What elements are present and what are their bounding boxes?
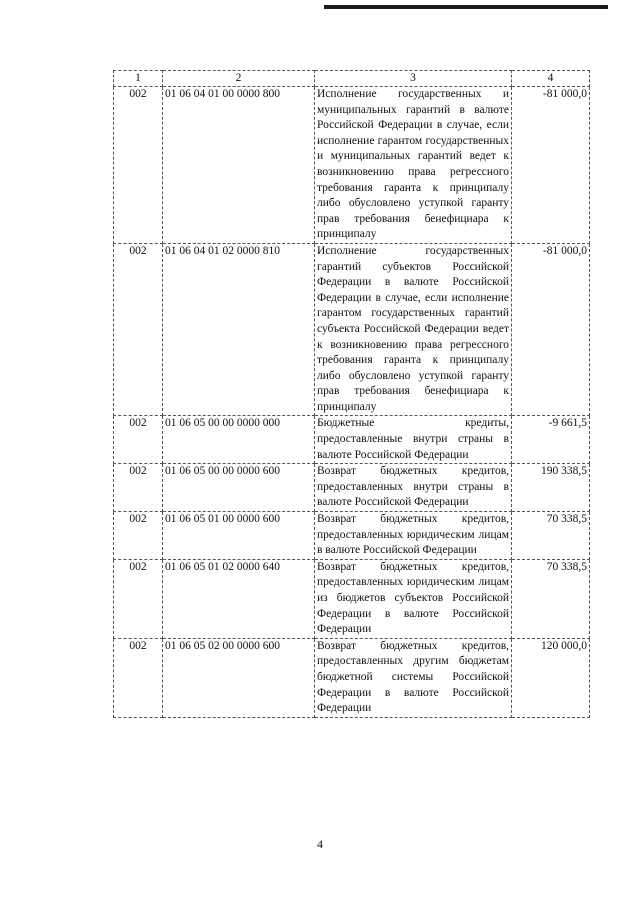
column-number-3: 3 (315, 71, 512, 87)
header-rule (324, 5, 608, 9)
table-row (114, 416, 590, 464)
amount-cell: 70 338,5 (512, 559, 590, 638)
budget-table (113, 70, 590, 718)
table-row (114, 512, 590, 560)
admin-code-cell: 002 (114, 243, 163, 416)
table-row (114, 87, 590, 244)
budget-code-cell: 01 06 04 01 02 0000 810 (163, 243, 315, 416)
admin-code-cell: 002 (114, 464, 163, 512)
budget-code-cell: 01 06 05 00 00 0000 600 (163, 464, 315, 512)
table-row (114, 638, 590, 717)
table-row (114, 559, 590, 638)
budget-code-cell: 01 06 05 01 02 0000 640 (163, 559, 315, 638)
budget-code-cell: 01 06 05 02 00 0000 600 (163, 638, 315, 717)
description-cell: Возврат бюджетных кредитов, предоставленных юридическим лицам из бюджетов субъектов Российской Федерации в валюте Российской Федерации (315, 559, 512, 638)
amount-cell: -9 661,5 (512, 416, 590, 464)
table-row (114, 464, 590, 512)
admin-code-cell: 002 (114, 512, 163, 560)
description-cell: Возврат бюджетных кредитов, предоставленных внутри страны в валюте Российской Федерации (315, 464, 512, 512)
description-cell: Возврат бюджетных кредитов, предоставленных другим бюджетам бюджетной системы Российской Федерации в валюте Российской Федерации (315, 638, 512, 717)
budget-code-cell: 01 06 05 01 00 0000 600 (163, 512, 315, 560)
column-number-1: 1 (114, 71, 163, 87)
admin-code-cell: 002 (114, 638, 163, 717)
budget-code-cell: 01 06 05 00 00 0000 000 (163, 416, 315, 464)
description-cell: Исполнение государственных гарантий субъектов Российской Федерации в валюте Российской Федерации в случае, если исполнение гарантом государственных гарантий субъекта Российской Федерации ведет к возникновению права регрессного требования гаранта к принципалу либо обусловлено уступкой гаранту прав требования бенефициара к принципалу (315, 243, 512, 416)
admin-code-cell: 002 (114, 87, 163, 244)
description-cell: Возврат бюджетных кредитов, предоставленных юридическим лицам в валюте Российской Федерации (315, 512, 512, 560)
admin-code-cell: 002 (114, 559, 163, 638)
admin-code-cell: 002 (114, 416, 163, 464)
column-number-2: 2 (163, 71, 315, 87)
budget-code-cell: 01 06 04 01 00 0000 800 (163, 87, 315, 244)
description-cell: Исполнение государственных и муниципальных гарантий в валюте Российской Федерации в случае, если исполнение гарантом государственных и муниципальных гарантий ведет к возникновению права регрессного требования гаранта к принципалу либо обусловлено уступкой гаранту прав требования бенефициара к принципалу (315, 87, 512, 244)
column-number-4: 4 (512, 71, 590, 87)
amount-cell: 120 000,0 (512, 638, 590, 717)
amount-cell: 70 338,5 (512, 512, 590, 560)
page-number: 4 (317, 837, 323, 851)
amount-cell: 190 338,5 (512, 464, 590, 512)
header-row (114, 71, 590, 87)
table-row (114, 243, 590, 416)
amount-cell: -81 000,0 (512, 243, 590, 416)
description-cell: Бюджетные кредиты, предоставленные внутри страны в валюте Российской Федерации (315, 416, 512, 464)
amount-cell: -81 000,0 (512, 87, 590, 244)
